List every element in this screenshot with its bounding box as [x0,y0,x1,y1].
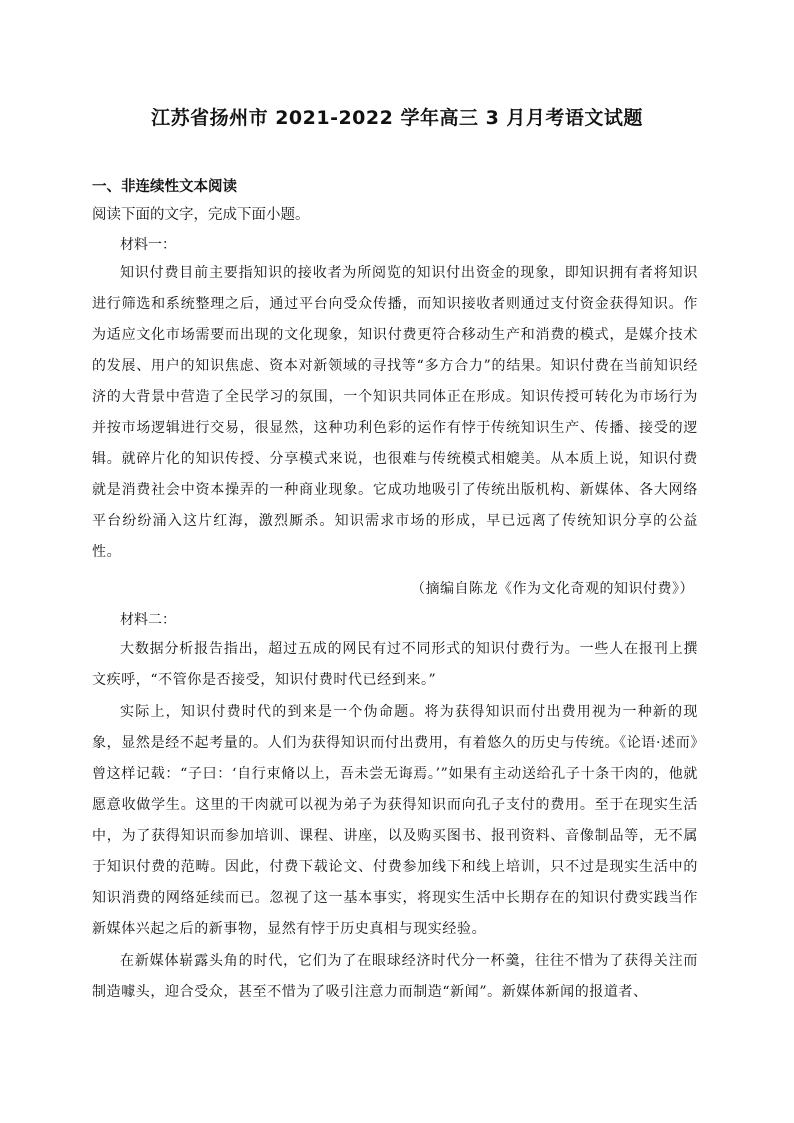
material1-source: （摘编自陈龙《作为文化奇观的知识付费》） [411,581,694,597]
material1-label: 材料一： [120,237,176,253]
page-title: 江苏省扬州市 2021-2022 学年高三 3 月月考语文试题 [151,107,643,129]
material2-label: 材料二： [120,612,176,628]
section-heading: 一、非连续性文本阅读 [92,179,237,195]
material2-paragraph-3: 在新媒体崭露头角的时代，它们为了在眼球经济时代分一杯羹，往往不惜为了获得关注而制造噱头，迎合受众，甚至不惜为了吸引注意力而制造“新闻”。新媒体新闻的报道者、 [92,953,698,1000]
material2-paragraph-2: 实际上，知识付费时代的到来是一个伪命题。将为获得知识而付出费用视为一种新的现象，显然是经不起考量的。人们为获得知识而付出费用，有着悠久的历史与传统。《论语·述而》曾这样记载：“子曰：‘自行束脩以上，吾未尝无诲焉。’”如果有主动送给孔子十条干肉的，他就愿意收做学生。这里的干肉就可以视为弟子为获得知识而向孔子支付的费用。至于在现实生活中，为了获得知识而参加培训、课程、讲座，以及购买图书、报刊资料、音像制品等，无不属于知识付费的范畴。因此，付费下载论文、付费参加线下和线上培训，只不过是现实生活中的知识消费的网络延续而已。忽视了这一基本事实，将现实生活中长期存在的知识付费实践当作新媒体兴起之后的新事物，显然有悖于历史真相与现实经验。 [92,704,698,937]
instruction-text: 阅读下面的文字，完成下面小题。 [92,207,310,223]
material2-paragraph-1: 大数据分析报告指出，超过五成的网民有过不同形式的知识付费行为。一些人在报刊上撰文疾呼，“不管你是否接受，知识付费时代已经到来。” [92,641,698,688]
material1-paragraph: 知识付费目前主要指知识的接收者为所阅览的知识付出资金的现象，即知识拥有者将知识进行筛选和系统整理之后，通过平台向受众传播，而知识接收者则通过支付资金获得知识。作为适应文化市场需要而出现的文化现象，知识付费更符合移动生产和消费的模式，是媒介技术的发展、用户的知识焦虑、资本对新领域的寻找等“多方合力”的结果。知识付费在当前知识经济的大背景中营造了全民学习的氛围，一个知识共同体正在形成。知识传授可转化为市场行为并按市场逻辑进行交易，很显然，这种功利色彩的运作有悖于传统知识生产、传播、接受的逻辑。就碎片化的知识传授、分享模式来说，也很难与传统模式相媲美。从本质上说，知识付费就是消费社会中资本操弄的一种商业现象。它成功地吸引了传统出版机构、新媒体、各大网络平台纷纷涌入这片红海，激烈厮杀。知识需求市场的形成，早已远离了传统知识分享的公益性。 [92,265,698,560]
